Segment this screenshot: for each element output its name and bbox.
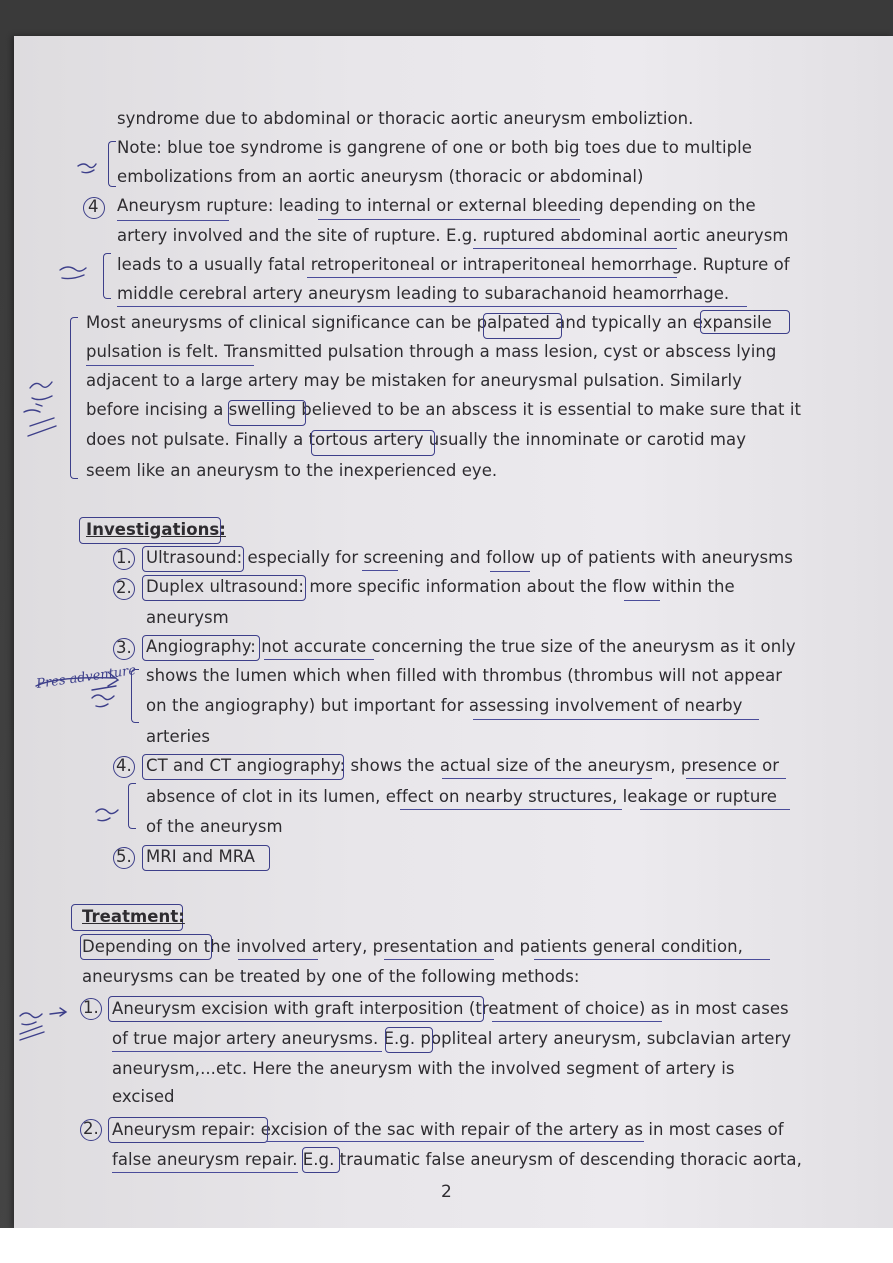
handwritten-margin-note: Pres adventure — [35, 663, 138, 692]
text-line: Aneurysm rupture: leading to internal or external bleeding depending on the — [117, 196, 756, 215]
investigations-heading: Investigations: — [86, 520, 226, 539]
text-line: Aneurysm repair: excision of the sac with repair of the artery as in most cases of — [112, 1120, 784, 1139]
text-line: Depending on the involved artery, presentation and patients general condition, — [82, 937, 743, 956]
text-line: middle cerebral artery aneurysm leading to subarachanoid heamorrhage. — [117, 284, 730, 303]
text-line: excised — [112, 1087, 175, 1106]
text-line: does not pulsate. Finally a tortous artery usually the innominate or carotid may — [86, 430, 747, 449]
text-line: leads to a usually fatal retroperitoneal or intraperitoneal hemorrhage. Rupture of — [117, 255, 790, 274]
text-line: Aneurysm excision with graft interposition (treatment of choice) as in most cases — [112, 999, 789, 1018]
item-number: 5. — [116, 847, 132, 866]
item-number: 4. — [116, 756, 132, 775]
text-line: false aneurysm repair. E.g. traumatic false aneurysm of descending thoracic aorta, — [112, 1150, 802, 1169]
item-number: 2. — [116, 578, 132, 597]
text-line: seem like an aneurysm to the inexperienced eye. — [86, 461, 498, 480]
page-number: 2 — [441, 1182, 452, 1202]
item-number: 1. — [116, 548, 132, 567]
text-line: CT and CT angiography: shows the actual size of the aneurysm, presence or — [146, 756, 780, 775]
text-line: aneurysms can be treated by one of the following methods: — [82, 967, 580, 986]
item-number: 3. — [116, 638, 132, 657]
item-number: 2. — [83, 1119, 99, 1138]
text-line: aneurysm,...etc. Here the aneurysm with the involved segment of artery is — [112, 1059, 735, 1078]
text-line: embolizations from an aortic aneurysm (thoracic or abdominal) — [117, 167, 644, 186]
text-line: absence of clot in its lumen, effect on nearby structures, leakage or rupture — [146, 787, 778, 806]
text-line: shows the lumen which when filled with thrombus (thrombus will not appear — [146, 666, 783, 685]
treatment-heading: Treatment: — [82, 907, 185, 926]
text-line: pulsation is felt. Transmitted pulsation through a mass lesion, cyst or abscess lying — [86, 342, 777, 361]
bottom-margin — [0, 1228, 893, 1263]
item-number: 1. — [83, 998, 99, 1017]
text-line: Note: blue toe syndrome is gangrene of one or both big toes due to multiple — [117, 138, 752, 157]
text-line: syndrome due to abdominal or thoracic aortic aneurysm emboliztion. — [117, 109, 694, 128]
text-line: aneurysm — [146, 608, 229, 627]
text-line: artery involved and the site of rupture. E.g. ruptured abdominal aortic aneurysm — [117, 226, 789, 245]
text-line: of the aneurysm — [146, 817, 283, 836]
text-line: Ultrasound: especially for screening and follow up of patients with aneurysms — [146, 548, 793, 567]
text-line: on the angiography) but important for assessing involvement of nearby — [146, 696, 743, 715]
text-line: Most aneurysms of clinical significance can be palpated and typically an expansile — [86, 313, 772, 332]
text-line: Duplex ultrasound: more specific information about the flow within the — [146, 577, 735, 596]
item-number: 4 — [88, 197, 99, 216]
text-line: arteries — [146, 727, 211, 746]
text-line: of true major artery aneurysms. E.g. popliteal artery aneurysm, subclavian artery — [112, 1029, 792, 1048]
text-line: Angiography: not accurate concerning the true size of the aneurysm as it only — [146, 637, 796, 656]
text-line: before incising a swelling believed to be an abscess it is essential to make sure that it — [86, 400, 801, 419]
text-line: adjacent to a large artery may be mistaken for aneurysmal pulsation. Similarly — [86, 371, 742, 390]
text-line: MRI and MRA — [146, 847, 255, 866]
